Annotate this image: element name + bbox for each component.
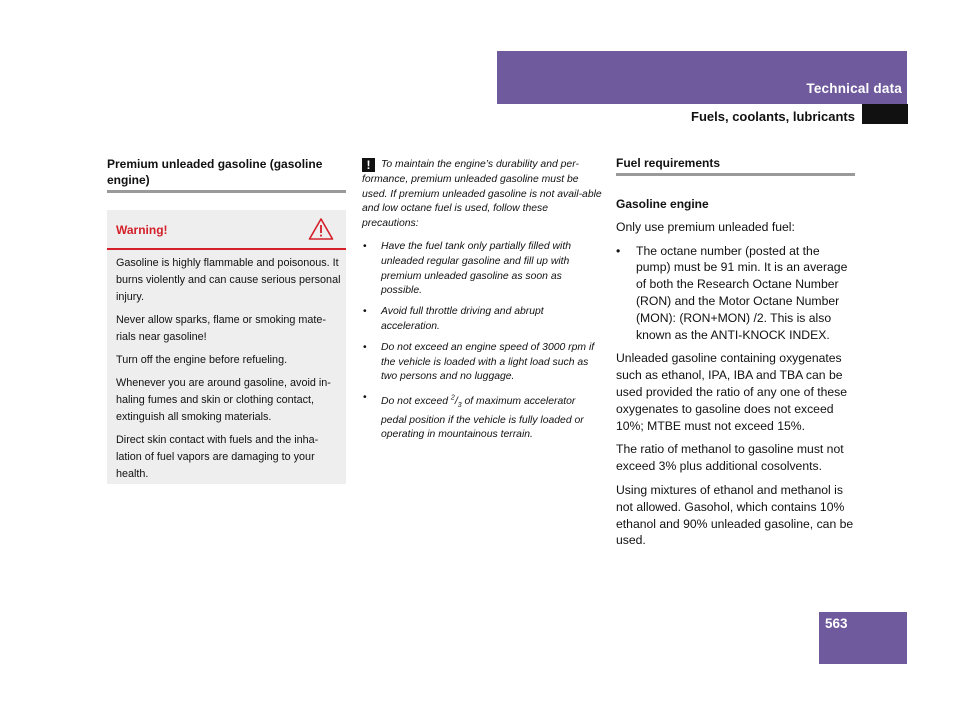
fraction-denominator: 3 bbox=[457, 401, 462, 409]
exclamation-icon: ! bbox=[362, 158, 375, 172]
body-paragraph: Unleaded gasoline containing oxygenates such as ethanol, IPA, IBA and TBA can be used provided the ratio of any one of these oxygenates to gasoline does not exceed 10%; MTBE must not exceed 15%. bbox=[616, 351, 848, 433]
octane-list bbox=[616, 243, 856, 344]
warning-rule bbox=[107, 248, 346, 250]
section-title: Technical data bbox=[806, 81, 902, 96]
warning-title: Warning! bbox=[116, 223, 168, 237]
list-item-text: Do not exceed an engine speed of 3000 rpm if the vehicle is loaded with a light load such as two persons and no luggage. bbox=[381, 341, 595, 383]
intro-paragraph: Only use premium unleaded fuel: bbox=[616, 219, 795, 234]
note-intro-text: To maintain the engine’s durability and per-formance, premium unleaded gasoline must be used. If premium unleaded gasoline is not avail-able and low octane fuel is used, follow these precautions: bbox=[362, 159, 602, 230]
warning-paragraph: Gasoline is highly flammable and poisonous. It burns violently and can cause serious personal injury. bbox=[116, 257, 341, 303]
fuel-requirements-body bbox=[616, 196, 856, 556]
warning-paragraph: Direct skin contact with fuels and the inha-lation of fuel vapors are damaging to your health. bbox=[116, 434, 319, 480]
heading-rule bbox=[107, 190, 346, 193]
fraction-slash: / bbox=[454, 395, 458, 407]
note-intro bbox=[362, 158, 602, 232]
gasoline-engine-subheading: Gasoline engine bbox=[616, 197, 709, 211]
precautions-note bbox=[362, 158, 602, 449]
list-item bbox=[362, 341, 602, 385]
fuel-requirements-heading: Fuel requirements bbox=[616, 156, 721, 170]
list-item-text: Have the fuel tank only partially filled with unleaded regular gasoline and fill up with premium unleaded gasoline as soon as possible. bbox=[381, 240, 572, 297]
warning-paragraph: Turn off the engine before refueling. bbox=[116, 354, 288, 366]
page-number: 563 bbox=[825, 616, 848, 631]
bullet: • bbox=[616, 243, 621, 258]
warning-triangle-icon bbox=[308, 217, 334, 241]
bullet: • bbox=[363, 240, 367, 252]
list-item bbox=[362, 305, 602, 335]
fraction-numerator: 2 bbox=[450, 394, 455, 402]
body-paragraph: The ratio of methanol to gasoline must not exceed 3% plus additional cosolvents. bbox=[616, 442, 844, 474]
list-item-text: Do not exceed $^2/_3$ of maximum accelerator pedal position if the vehicle is fully loaded or operating in mountainous terrain. bbox=[381, 394, 584, 441]
subsection-title: Fuels, coolants, lubricants bbox=[691, 109, 855, 124]
warning-body bbox=[116, 255, 342, 489]
list-item-text: Avoid full throttle driving and abrupt acceleration. bbox=[381, 306, 544, 332]
section-tab-marker bbox=[862, 104, 908, 124]
header-band bbox=[497, 51, 907, 104]
list-item bbox=[616, 243, 856, 344]
heading-rule bbox=[616, 173, 855, 176]
precautions-list bbox=[362, 240, 602, 443]
warning-paragraph: Never allow sparks, flame or smoking mate-rials near gasoline! bbox=[116, 314, 327, 343]
list-item-text: The octane number (posted at the pump) must be 91 min. It is an average of both the Research Octane Number (RON) and the Motor Octane Number (MON): (RON+MON) /2. This is also known as the ANTI-KNOCK INDEX. bbox=[636, 243, 848, 342]
bullet: • bbox=[363, 341, 367, 353]
list-item bbox=[362, 240, 602, 299]
list-item bbox=[362, 391, 602, 443]
warning-paragraph: Whenever you are around gasoline, avoid in-haling fumes and skin or clothing contact, extinguish all smoking materials. bbox=[116, 377, 331, 423]
warning-box bbox=[107, 210, 346, 484]
bullet: • bbox=[363, 392, 367, 404]
premium-gasoline-heading: Premium unleaded gasoline (gasoline engine) bbox=[107, 157, 323, 187]
body-paragraph: Using mixtures of ethanol and methanol is not allowed. Gasohol, which contains 10% ethanol and 90% unleaded gasoline, can be used. bbox=[616, 482, 854, 548]
bullet: • bbox=[363, 306, 367, 318]
